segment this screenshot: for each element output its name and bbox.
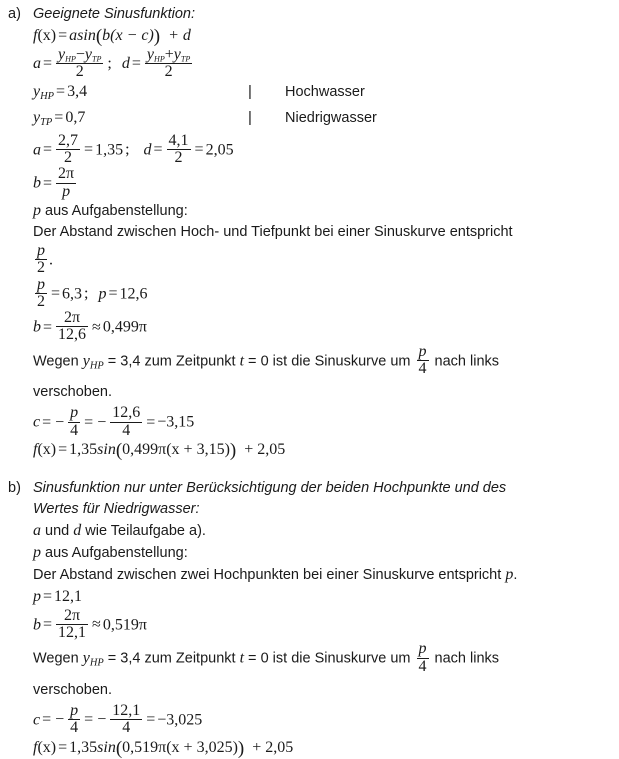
- y-hp-equals: =: [56, 82, 66, 100]
- d-num-y: y: [146, 46, 155, 63]
- d-num-sub-tp: TP: [180, 54, 191, 64]
- y-tp-label: Niedrigwasser: [285, 109, 377, 126]
- p-val-equals-b: =: [43, 587, 53, 605]
- p-full-equals: =: [108, 285, 118, 303]
- wegen-y-val-b: 3,4: [120, 650, 141, 667]
- fx-res-inner-b: 0,519π(x + 3,025): [122, 738, 238, 756]
- wegen-mid-b: zum Zeitpunkt: [140, 650, 240, 667]
- fraction-c-p4-b: [68, 703, 80, 737]
- b-val-approx-a: ≈: [92, 318, 101, 336]
- wegen-frac-num-a: p: [418, 342, 427, 360]
- y-hp-equation: [33, 81, 248, 107]
- line-p-half-period: [33, 243, 615, 277]
- p-half-val-den: 2: [37, 292, 45, 310]
- fx-plus-d: + d: [168, 27, 191, 44]
- c-den1-a: 4: [70, 421, 79, 439]
- a-num-sub-hp: HP: [65, 54, 76, 64]
- row-y-hochwasser: [33, 81, 615, 107]
- b-val-equals-a: =: [43, 318, 53, 336]
- section-b-marker: b): [8, 479, 21, 496]
- y-hp-sub: HP: [40, 90, 55, 102]
- wegen-y-b: y: [82, 649, 90, 667]
- wegen-y-sub-b: HP: [89, 657, 104, 669]
- wegen-tail-b: nach links: [430, 650, 500, 667]
- c-equals-b: =: [42, 711, 52, 729]
- abstand-b-var: p: [505, 565, 514, 583]
- fx-res-plus-d-b: + 2,05: [252, 738, 294, 756]
- abstand-b-post: .: [513, 566, 518, 583]
- fx-res-f-b: f: [33, 738, 38, 756]
- fraction-a-general: [56, 47, 103, 81]
- c-var-a: c: [33, 413, 41, 431]
- wegen-tail-a: nach links: [430, 353, 500, 370]
- p-half-period-dot: .: [49, 251, 53, 269]
- line-p-source-b: [33, 542, 615, 564]
- formula-a-d-values: [33, 133, 615, 167]
- formula-c-value-a: [33, 405, 615, 439]
- p-full-value: 12,6: [119, 285, 148, 303]
- section-b-body: [33, 478, 619, 759]
- p-source-var-a: p: [33, 201, 41, 219]
- line-abstand-a: Der Abstand zwischen Hoch- und Tiefpunkt bei einer Sinuskurve entspricht: [33, 223, 513, 240]
- a-val-result: 1,35: [95, 141, 124, 159]
- fraction-c-121-4-b: [110, 703, 142, 737]
- d-num-plus: +: [164, 46, 174, 63]
- line-verschoben-a: verschoben.: [33, 384, 112, 401]
- c-result-b: −3,025: [157, 711, 203, 729]
- d-num-sub-hp: HP: [154, 54, 165, 64]
- b-gen-equals: =: [43, 174, 53, 192]
- wegen-eq-a: =: [103, 353, 121, 370]
- wegen-eq-b: =: [103, 650, 121, 667]
- y-tp-equation: [33, 107, 248, 133]
- formula-p-value-b: [33, 586, 615, 608]
- section-b-heading-line1: Sinusfunktion nur unter Berücksichtigung der beiden Hochpunkte und des: [33, 479, 507, 496]
- fraction-a-values: [56, 133, 80, 167]
- c-minus1-b: −: [55, 711, 65, 729]
- fraction-p-half: [35, 243, 47, 277]
- y-tp-equals: =: [54, 108, 64, 126]
- p-half-val-num: p: [37, 275, 45, 293]
- p-half-den: 2: [37, 259, 45, 277]
- d-val-result: 2,05: [205, 141, 234, 159]
- c-minus2-a: −: [97, 413, 107, 431]
- a-d-values-semicolon: ;: [125, 141, 130, 159]
- c-equals2-b: =: [84, 711, 94, 729]
- wegen-t-val-b: 0: [260, 650, 269, 667]
- line-p-source-a: [33, 200, 615, 222]
- abstand-b-pre: Der Abstand zwischen zwei Hochpunkten bei einer Sinuskurve entspricht: [33, 566, 506, 583]
- c-equals3-a: =: [146, 413, 156, 431]
- p-source-var-b: p: [33, 543, 41, 561]
- b-val-result-a: 0,499π: [102, 318, 147, 336]
- wegen-t-eq-b: =: [244, 650, 261, 667]
- d-val-var: d: [143, 141, 152, 159]
- b-val-den-b: 12,1: [58, 624, 87, 642]
- fx-arg: (x): [37, 27, 57, 44]
- fraction-b-general: [56, 166, 76, 200]
- line-abstand-b: [33, 564, 615, 586]
- ref-a-var: a: [33, 521, 41, 539]
- y-hp-var: y: [33, 82, 41, 100]
- c-result-a: −3,15: [157, 413, 195, 431]
- c-den2-b: 4: [122, 719, 131, 737]
- line-wegen-b: [33, 641, 615, 676]
- section-b-heading-line2: Wertes für Niedrigwasser:: [33, 500, 200, 517]
- wegen-pre-a: Wegen: [33, 353, 83, 370]
- fx-res-arg-a: (x): [37, 440, 57, 458]
- line-wegen-a: [33, 344, 615, 379]
- section-a-heading: Geeignete Sinusfunktion:: [33, 6, 196, 22]
- fx-res-arg-b: (x): [37, 738, 57, 756]
- fx-amplitude: a: [69, 27, 78, 44]
- wegen-mid-a: zum Zeitpunkt: [140, 353, 240, 370]
- y-tp-var: y: [33, 108, 41, 126]
- y-hp-label: Hochwasser: [285, 83, 365, 100]
- p-full-var: p: [98, 285, 107, 303]
- a-val-var: a: [33, 141, 41, 159]
- section-b: [0, 461, 619, 759]
- d-val-equals: =: [153, 141, 163, 159]
- formula-fx-result-a: f(x) = 1,35sin(0,499π(x + 3,15)) + 2,05: [33, 439, 286, 461]
- formula-fx-result-b: f(x) = 1,35sin(0,519π(x + 3,025)) + 2,05: [33, 737, 294, 759]
- fx-equals: =: [58, 27, 68, 44]
- fx-res-inner-a: 0,499π(x + 3,15): [122, 440, 230, 458]
- fraction-p-quarter-a: [417, 344, 429, 378]
- formula-b-value-a: [33, 310, 615, 344]
- p-source-text-b: aus Aufgabenstellung:: [41, 544, 188, 561]
- line-verschoben-b: verschoben.: [33, 681, 112, 698]
- formula-b-general: [33, 166, 615, 200]
- fraction-b-value-b: [56, 608, 88, 642]
- section-a-body: [33, 4, 619, 461]
- fx-res-sin-a: sin: [97, 440, 116, 458]
- p-half-semicolon: ;: [84, 285, 89, 303]
- fx-res-amp-a: 1,35: [69, 440, 98, 458]
- wegen-pre-b: Wegen: [33, 650, 83, 667]
- fraction-d-values: [167, 133, 191, 167]
- c-num2-a: 12,6: [112, 404, 141, 422]
- a-den: 2: [75, 63, 84, 81]
- b-gen-num: 2π: [58, 165, 75, 183]
- a-val-num: 2,7: [58, 131, 79, 149]
- fx-res-sin-b: sin: [97, 738, 116, 756]
- fraction-c-p4-a: [68, 405, 80, 439]
- c-equals-a: =: [42, 413, 52, 431]
- fx-res-plus-d-a: + 2,05: [244, 440, 286, 458]
- row-y-niedrigwasser: [33, 107, 615, 133]
- a-equals: =: [43, 55, 53, 73]
- wegen-t-a: t: [239, 352, 245, 370]
- fx-res-equals-b: =: [58, 738, 68, 756]
- p-val-result-b: 12,1: [54, 587, 83, 605]
- fraction-b-value-a: [56, 310, 88, 344]
- p-half-num: p: [37, 241, 45, 259]
- c-minus1-a: −: [55, 413, 65, 431]
- a-num-y: y: [58, 46, 66, 63]
- b-val-num-b: 2π: [63, 606, 81, 624]
- b-val-equals-b: =: [43, 616, 53, 634]
- c-equals2-a: =: [84, 413, 94, 431]
- d-den: 2: [164, 63, 173, 81]
- d-num-y2: y: [173, 46, 181, 63]
- b-val-var-a: b: [33, 318, 41, 336]
- b-gen-den: p: [62, 182, 71, 200]
- wegen-y-a: y: [82, 352, 90, 370]
- d-val-den: 2: [174, 148, 183, 166]
- ref-d-var: d: [73, 521, 82, 539]
- d-val-num: 4,1: [168, 131, 189, 149]
- a-var: a: [33, 55, 41, 73]
- c-minus2-b: −: [97, 711, 107, 729]
- wegen-y-val-a: 3,4: [120, 353, 141, 370]
- fx-res-equals-a: =: [58, 440, 68, 458]
- a-d-separator: ;: [107, 55, 112, 73]
- c-equals3-b: =: [146, 711, 156, 729]
- fx-inner: b(x − c): [102, 27, 154, 44]
- wegen-frac-num-b: p: [418, 640, 427, 658]
- ref-tail: wie Teilaufgabe a).: [81, 522, 206, 539]
- p-half-result: 6,3: [62, 285, 83, 303]
- wegen-frac-den-b: 4: [418, 657, 427, 675]
- wegen-post-b: ist die Sinuskurve um: [268, 650, 415, 667]
- fraction-p-quarter-b: [417, 641, 429, 675]
- a-val-equals: =: [43, 141, 53, 159]
- b-gen-var: b: [33, 174, 41, 192]
- b-val-den-a: 12,6: [58, 326, 87, 344]
- formula-fx-definition: f(x) = asin(b(x − c)) + d: [33, 26, 191, 47]
- c-var-b: c: [33, 711, 41, 729]
- wegen-t-eq-a: =: [244, 353, 261, 370]
- wegen-post-a: ist die Sinuskurve um: [268, 353, 415, 370]
- y-tp-value: 0,7: [65, 108, 86, 126]
- p-half-equals: =: [51, 285, 61, 303]
- c-den2-a: 4: [122, 421, 131, 439]
- fraction-p-half-value: [35, 277, 47, 311]
- wegen-t-val-a: 0: [260, 353, 269, 370]
- b-val-num-a: 2π: [63, 309, 81, 327]
- fraction-d-general: [145, 47, 192, 81]
- section-a-marker: a): [8, 6, 21, 22]
- y-hp-value: 3,4: [67, 82, 88, 100]
- wegen-t-b: t: [239, 649, 245, 667]
- a-val-den: 2: [64, 148, 73, 166]
- p-val-var-b: p: [33, 587, 41, 605]
- fx-res-f-a: f: [33, 440, 38, 458]
- d-val-equals2: =: [194, 141, 204, 159]
- fx-f: f: [33, 27, 38, 44]
- d-var: d: [121, 55, 130, 73]
- line-a-d-reference: [33, 520, 615, 542]
- y-hp-pipe: |: [248, 82, 252, 100]
- c-num2-b: 12,1: [112, 701, 141, 719]
- formula-a-d-general: [33, 47, 615, 81]
- fx-sin: sin: [77, 27, 96, 44]
- formula-c-value-b: [33, 703, 615, 737]
- line-p-half-value: [33, 277, 615, 311]
- a-val-equals2: =: [84, 141, 94, 159]
- fraction-c-126-4-a: [110, 405, 142, 439]
- a-num-minus: −: [75, 46, 85, 63]
- c-num1-a: p: [70, 404, 79, 422]
- a-num-y2: y: [84, 46, 93, 63]
- fx-res-amp-b: 1,35: [69, 738, 98, 756]
- d-equals: =: [131, 55, 141, 73]
- y-tp-pipe: |: [248, 108, 252, 126]
- a-num-sub-tp: TP: [92, 54, 102, 64]
- wegen-y-sub-a: HP: [89, 360, 104, 372]
- b-val-var-b: b: [33, 616, 41, 634]
- c-den1-b: 4: [70, 719, 79, 737]
- wegen-frac-den-a: 4: [418, 360, 427, 378]
- y-tp-sub: TP: [40, 116, 53, 128]
- c-num1-b: p: [70, 701, 79, 719]
- ref-mid: und: [41, 522, 74, 539]
- b-val-result-b: 0,519π: [102, 616, 147, 634]
- p-source-text-a: aus Aufgabenstellung:: [41, 202, 188, 219]
- formula-b-value-b: [33, 608, 615, 642]
- b-val-approx-b: ≈: [92, 616, 101, 634]
